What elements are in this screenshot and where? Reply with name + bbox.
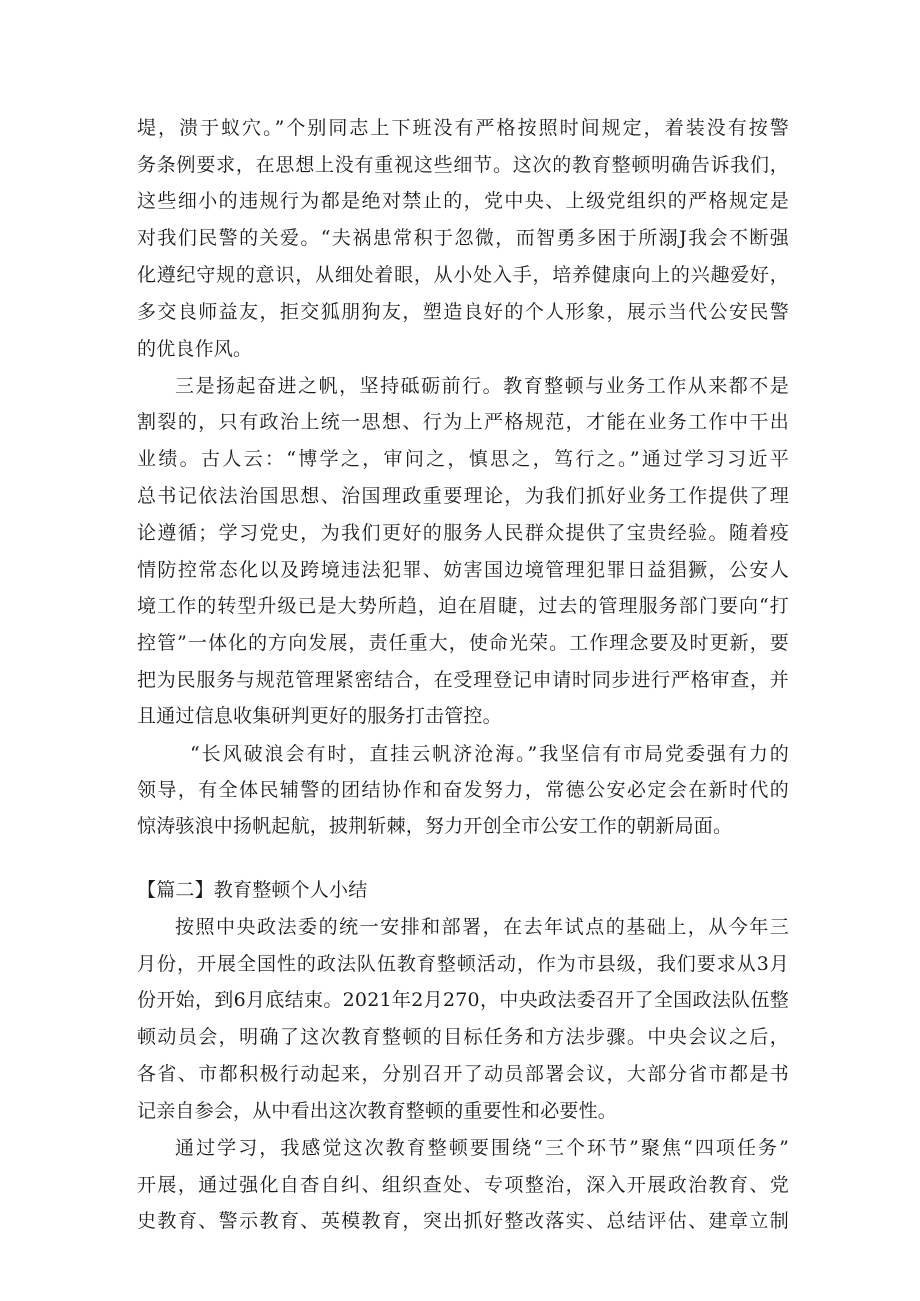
paragraph-1-line-3: 这些细小的违规行为都是绝对禁止的，党中央、上级党组织的严格规定是 [137, 190, 789, 212]
paragraph-4-line-1: 按照中央政法委的统一安排和部署，在去年试点的基础上，从今年三 [175, 916, 789, 938]
paragraph-2-line-6: 情防控常态化以及跨境违法犯罪、妨害国边境管理犯罪日益猖獗，公安人 [137, 559, 789, 581]
paragraph-4-line-2: 月份，开展全国性的政法队伍教育整顿活动，作为市县级，我们要求从3月 [137, 953, 789, 975]
paragraph-4-line-5: 各省、市都积极行动起来，分别召开了动员部署会议，大部分省市都是书 [137, 1063, 789, 1085]
paragraph-1-line-7: 的优良作风。 [137, 338, 253, 360]
paragraph-2-line-2: 割裂的，只有政治上统一思想、行为上严格规范，才能在业务工作中干出 [137, 411, 789, 433]
paragraph-4-line-3: 份开始，到6月底结束。2021年2月270，中央政法委召开了全国政法队伍整 [137, 989, 789, 1011]
paragraph-3-line-2: 领导，有全体民辅警的团结协作和奋发努力，常德公安必定会在新时代的 [137, 779, 789, 801]
paragraph-4-line-4: 顿动员会，明确了这次教育整顿的目标任务和方法步骤。中央会议之后， [137, 1026, 789, 1048]
paragraph-2-line-1: 三是扬起奋进之帆，坚持砥砺前行。教育整顿与业务工作从来都不是 [175, 375, 789, 397]
paragraph-5-line-2: 开展，通过强化自杳自纠、组织查处、专项整治，深入开展政治教育、党 [137, 1174, 789, 1196]
paragraph-1-line-6: 多交良师益友，拒交狐朋狗友，塑造良好的个人形象，展示当代公安民警 [137, 301, 789, 323]
paragraph-4-line-6: 记亲自参会，从中看出这次教育整顿的重要性和必要性。 [137, 1100, 618, 1122]
paragraph-2-line-10: 且通过信息收集研判更好的服务打击管控。 [137, 705, 502, 727]
paragraph-2-line-3: 业绩。古人云：“博学之，审问之，慎思之，笃行之。”通过学习习近平 [137, 448, 789, 470]
paragraph-2-line-4: 总书记依法治国思想、治国理政重要理论，为我们抓好业务工作提供了理 [137, 485, 789, 507]
paragraph-5-line-3: 史教育、警示教育、英模教育，突出抓好整改落实、总结评估、建章立制 [137, 1210, 789, 1232]
paragraph-1-line-1: 堤，溃于蚁穴。”个别同志上下班没有严格按照时间规定，着装没有按警 [137, 117, 789, 139]
paragraph-3-line-3: 惊涛骇浪中扬帆起航，披荆斩棘，努力开创全市公安工作的朝新局面。 [137, 815, 733, 837]
paragraph-2-line-9: 把为民服务与规范管理紧密结合，在受理登记申请时同步进行严格审查，并 [137, 669, 789, 691]
paragraph-2-line-7: 境工作的转型升级已是大势所趋，迫在眉睫，过去的管理服务部门要向“打 [137, 595, 789, 617]
paragraph-5-line-1: 通过学习，我感觉这次教育整顿要围绕“三个环节”聚焦“四项任务” [175, 1137, 789, 1159]
paragraph-2-line-8: 控管”一体化的方向发展，责任重大，使命光荣。工作理念要及时更新，要 [137, 632, 789, 654]
paragraph-2-line-5: 论遵循；学习党史，为我们更好的服务人民群众提供了宝贵经验。随着疫 [137, 522, 789, 544]
section-heading: 【篇二】教育整顿个人小结 [137, 879, 368, 901]
paragraph-1-line-2: 务条例要求，在思想上没有重视这些细节。这次的教育整顿明确告诉我们， [137, 154, 789, 176]
paragraph-1-line-5: 化遵纪守规的意识，从细处着眼，从小处入手，培养健康向上的兴趣爱好， [137, 264, 789, 286]
paragraph-1-line-4: 对我们民警的关爱。“夫祸患常积于忽微，而智勇多困于所溺J我会不断强 [137, 227, 789, 249]
paragraph-3-line-1: “长风破浪会有时，直挂云帆济沧海。”我坚信有市局党委强有力的 [190, 743, 789, 765]
